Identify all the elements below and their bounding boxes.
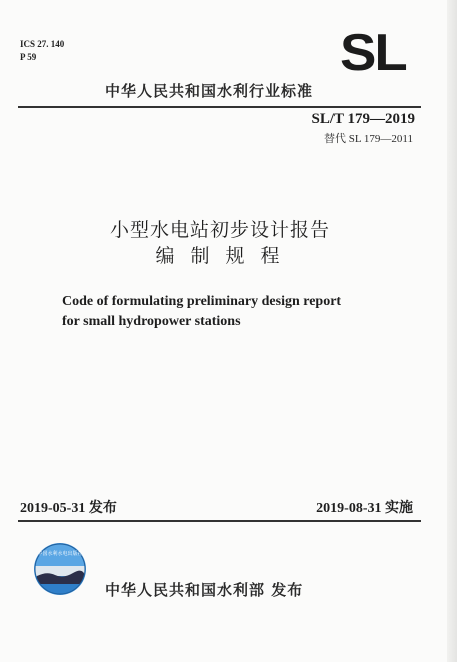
standard-number: SL/T 179—2019 — [311, 111, 415, 127]
issue-date: 2019-05-31 发布 — [20, 501, 117, 516]
title-english — [62, 292, 392, 332]
issuing-standard-category: 中华人民共和国水利行业标准 — [105, 82, 314, 100]
title-chinese-line2: 编 制 规 程 — [155, 245, 285, 267]
publisher: 中华人民共和国水利部 发布 — [105, 581, 304, 599]
ics-code: ICS 27. 140 — [20, 39, 65, 49]
title-english-line2: for small hydropower stations — [62, 314, 241, 329]
classification-codes — [20, 38, 64, 64]
replaced-standard: 替代 SL 179—2011 — [323, 133, 413, 145]
bottom-divider — [18, 520, 421, 522]
title-english-line1: Code of formulating preliminary design report — [62, 294, 342, 309]
seal-text: 中国水利水电出版社 — [37, 551, 83, 557]
top-divider — [18, 106, 421, 108]
page-edge-shadow — [447, 0, 457, 662]
implementation-date: 2019-08-31 实施 — [316, 501, 413, 516]
ccs-code: P 59 — [20, 52, 37, 62]
title-chinese-line1: 小型水电站初步设计报告 — [109, 219, 330, 241]
sl-logo: SL — [340, 24, 406, 82]
publisher-seal-icon — [33, 542, 87, 596]
